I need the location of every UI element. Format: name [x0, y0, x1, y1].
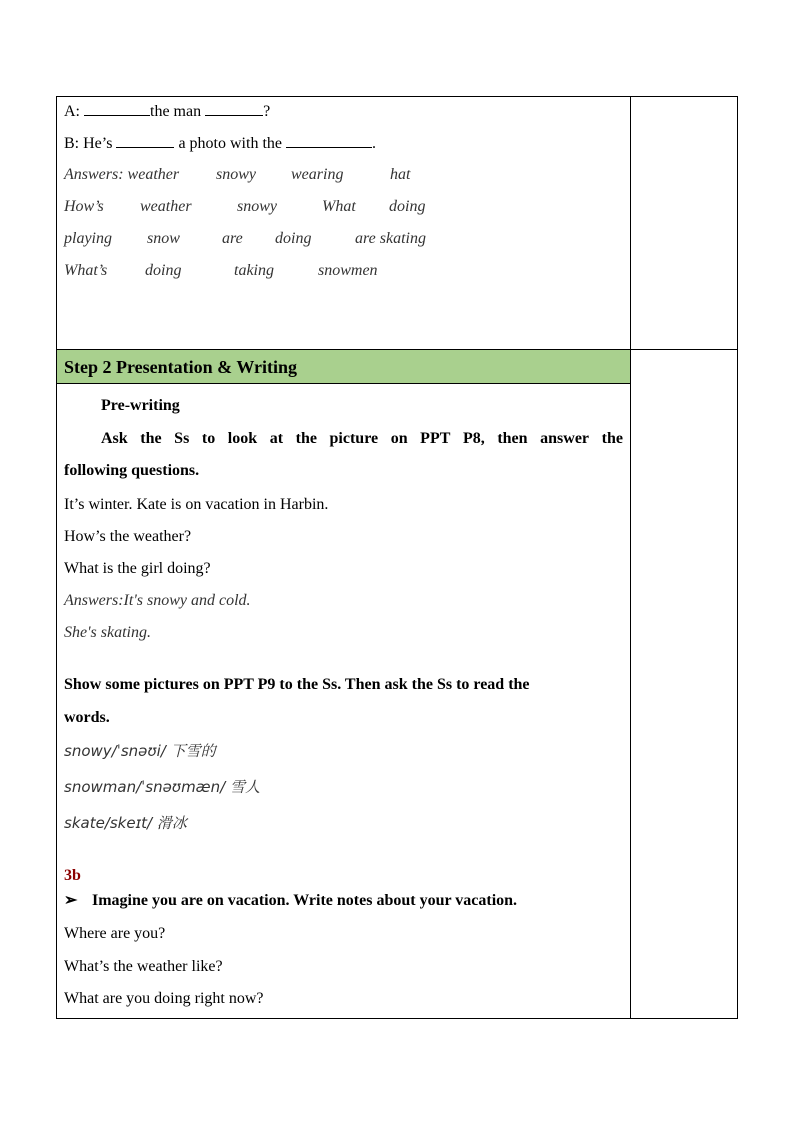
task-text: Imagine you are on vacation. Write notes about your vacation.	[92, 892, 518, 909]
answer-word: are skating	[355, 230, 426, 247]
vocab-snowman: snowman/ˈsnəʊmæn/ 雪人	[64, 778, 260, 796]
dialog-b-prefix: B: He’s	[64, 135, 113, 152]
step-title: Step 2 Presentation & Writing	[64, 357, 297, 377]
question-weather-like: What’s the weather like?	[64, 958, 223, 975]
question-weather: How’s the weather?	[64, 528, 192, 545]
dialog-line-b	[64, 133, 376, 152]
answer-word: What	[322, 198, 356, 215]
word: PPT	[420, 430, 451, 447]
instruction-2-line-2: words.	[64, 709, 110, 726]
answers-row-1	[64, 167, 410, 183]
answer-word: doing	[389, 198, 426, 215]
blank-field	[286, 133, 372, 148]
answer-word: wearing	[291, 166, 344, 183]
dialog-a-end: ?	[263, 103, 271, 120]
instruction-1-line-2: following questions.	[64, 462, 200, 479]
answer-word: weather	[140, 198, 192, 215]
word: Ss	[174, 430, 190, 447]
word: the	[140, 430, 162, 447]
word: picture	[329, 430, 379, 447]
answer-2: She's skating.	[64, 624, 151, 641]
answer-word: hat	[390, 166, 411, 183]
word: at	[269, 430, 284, 447]
vocab-snowy: snowy/ˈsnəʊi/ 下雪的	[64, 742, 216, 760]
answers-row-3	[64, 231, 426, 247]
question-girl: What is the girl doing?	[64, 560, 211, 577]
answer-word: Answers: weather	[64, 166, 180, 183]
pre-writing-heading: Pre-writing	[101, 397, 180, 414]
answer-word: playing	[64, 230, 112, 247]
context-text: It’s winter. Kate is on vacation in Harbin.	[64, 496, 329, 513]
word: the	[295, 430, 317, 447]
answer-word: snow	[147, 230, 180, 247]
dialog-a-mid: the man	[150, 103, 202, 120]
word: look	[227, 430, 258, 447]
arrow-icon: ➢	[64, 892, 78, 909]
instruction-1-line-1	[101, 431, 623, 447]
answer-word: What’s	[64, 262, 108, 279]
answer-word: taking	[234, 262, 274, 279]
blank-field	[205, 101, 263, 116]
answers-row-4	[64, 263, 378, 279]
blank-field	[116, 133, 174, 148]
answer-word: are	[222, 230, 243, 247]
answer-1: Answers:It's snowy and cold.	[64, 592, 251, 609]
instruction-2-line-1: Show some pictures on PPT P9 to the Ss. Then ask the Ss to read the	[64, 676, 530, 693]
step-header	[57, 350, 630, 384]
answer-word: snowy	[216, 166, 256, 183]
answers-row-2	[64, 199, 425, 215]
section-3b-label: 3b	[64, 867, 81, 884]
dialog-line-a	[64, 101, 270, 120]
word: the	[601, 430, 623, 447]
lesson-plan-table	[56, 96, 738, 1019]
question-where: Where are you?	[64, 925, 166, 942]
vocab-skate: skate/skeɪt/ 滑冰	[64, 814, 187, 832]
column-divider	[630, 97, 631, 1018]
word: then	[497, 430, 528, 447]
blank-field	[84, 101, 150, 116]
dialog-b-end: .	[372, 135, 376, 152]
word: Ask	[101, 430, 128, 447]
word: P8,	[462, 430, 485, 447]
word: answer	[540, 430, 590, 447]
answer-word: How’s	[64, 198, 104, 215]
task-line	[64, 893, 517, 909]
question-doing: What are you doing right now?	[64, 990, 264, 1007]
word: to	[201, 430, 216, 447]
answer-word: snowmen	[318, 262, 378, 279]
answer-word: doing	[145, 262, 182, 279]
dialog-a-prefix: A:	[64, 103, 80, 120]
answer-word: snowy	[237, 198, 277, 215]
answer-word: doing	[275, 230, 312, 247]
word: on	[390, 430, 408, 447]
dialog-b-mid: a photo with the	[178, 135, 282, 152]
